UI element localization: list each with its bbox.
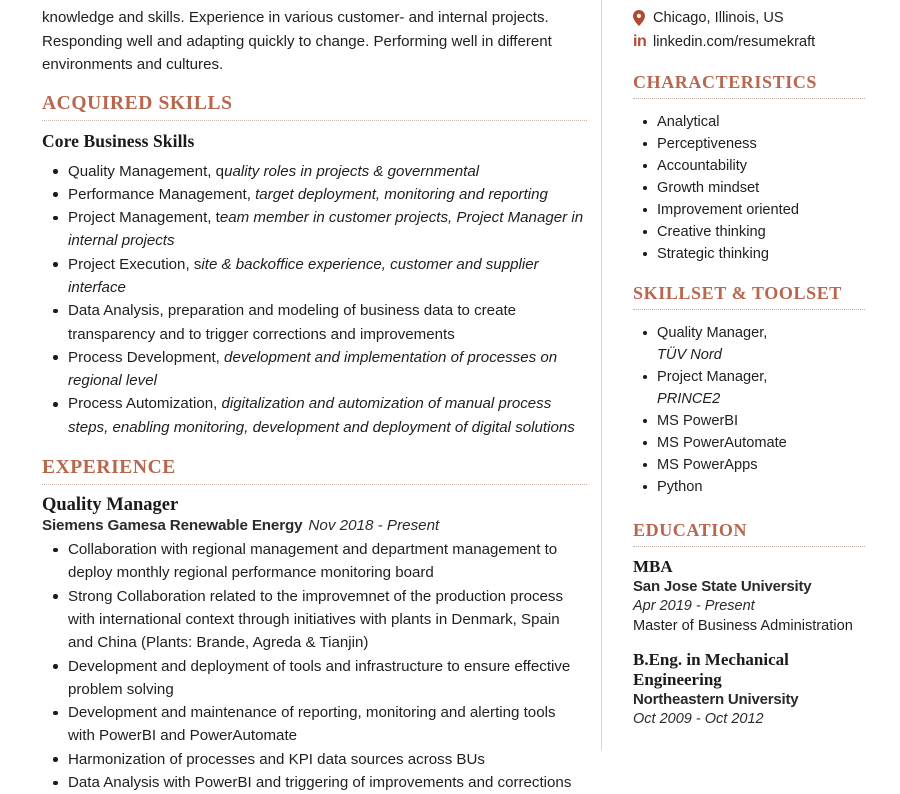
list-item bbox=[42, 299, 585, 346]
contact-text: Chicago, Illinois, US bbox=[653, 9, 784, 26]
list-item bbox=[633, 454, 866, 476]
list-item: Collaboration with regional management and department management to deploy monthly regional performance monitoring board bbox=[42, 538, 585, 585]
section-title-characteristics: CHARACTERISTICS bbox=[633, 72, 818, 92]
list-item-label: Data Analysis, preparation and modeling of business data to create transparency and to trigger corrections and improvements bbox=[68, 302, 517, 343]
subheading-core-business-skills: Core Business Skills bbox=[42, 130, 195, 151]
education-dates: Oct 2009 - Oct 2012 bbox=[633, 711, 764, 727]
experience-list bbox=[42, 495, 585, 794]
job-company: Siemens Gamesa Renewable Energy bbox=[42, 517, 303, 535]
list-item-label: MS PowerAutomate bbox=[657, 435, 787, 451]
education-dates: Apr 2019 - Present bbox=[633, 598, 755, 614]
list-item: Creative thinking bbox=[633, 221, 866, 243]
list-item-emphasis: PRINCE2 bbox=[657, 391, 721, 407]
list-item-emphasis: development and implementation of processes on regional level bbox=[68, 348, 558, 390]
list-item bbox=[633, 432, 866, 454]
list-item-emphasis: target deployment, monitoring and reporting bbox=[255, 185, 548, 203]
education-school: Northeastern University bbox=[633, 691, 799, 708]
education-degree: B.Eng. in Mechanical Engineering bbox=[633, 650, 789, 689]
list-item-label: Quality Management, q bbox=[68, 162, 225, 180]
list-item bbox=[42, 253, 585, 300]
list-item-emphasis: uality roles in projects & governmental bbox=[224, 162, 480, 180]
education-list bbox=[633, 557, 866, 729]
list-item bbox=[42, 183, 585, 206]
list-item bbox=[633, 366, 866, 410]
list-item bbox=[42, 346, 585, 393]
list-item bbox=[633, 410, 866, 432]
characteristics-list bbox=[633, 111, 866, 265]
contact-row bbox=[633, 30, 866, 53]
list-item: Growth mindset bbox=[633, 177, 866, 199]
education-degree: MBA bbox=[633, 557, 673, 576]
list-item-label: Python bbox=[657, 479, 703, 495]
education-school: San Jose State University bbox=[633, 578, 812, 595]
section-title-experience: EXPERIENCE bbox=[42, 457, 176, 479]
list-item-label: MS PowerApps bbox=[657, 457, 758, 473]
right-column bbox=[602, 0, 900, 750]
job-title: Quality Manager bbox=[42, 495, 179, 516]
list-item: Strong Collaboration related to the improvemnet of the production process with international context through initiatives with plants in Denmark, Spain and China (Plants: Brande, Agreda & Tianjin) bbox=[42, 585, 585, 655]
list-item-emphasis: digitalization and automization of manual process steps, enabling monitoring, development and deployment of digital solutions bbox=[68, 395, 575, 436]
education-item bbox=[633, 557, 866, 636]
list-item-label: MS PowerBI bbox=[657, 413, 739, 429]
contact-list bbox=[633, 6, 866, 53]
list-item: Perceptiveness bbox=[633, 133, 866, 155]
list-item bbox=[42, 160, 585, 183]
list-item-label: Performance Management, bbox=[68, 185, 256, 203]
list-item bbox=[633, 476, 866, 498]
list-item-emphasis: eam member in customer projects, Project Manager in internal projects bbox=[68, 209, 584, 250]
section-title-education: EDUCATION bbox=[633, 520, 748, 540]
list-item: Improvement oriented bbox=[633, 199, 866, 221]
list-item: Analytical bbox=[633, 111, 866, 133]
list-item-label: Project Execution, s bbox=[68, 255, 202, 273]
summary-text: knowledge and skills. Experience in various customer- and internal projects. Responding well and adapting quickly to change. Performing well in different environments and cultures. bbox=[42, 9, 552, 73]
list-item bbox=[42, 392, 585, 439]
section-title-skillset-toolset: SKILLSET & TOOLSET bbox=[633, 283, 842, 303]
section-title-acquired-skills: ACQUIRED SKILLS bbox=[42, 92, 233, 114]
list-item bbox=[633, 322, 866, 366]
list-item: Harmonization of processes and KPI data sources across BUs bbox=[42, 748, 585, 771]
acquired-skills-list bbox=[42, 160, 585, 440]
list-item-label: Process Development, bbox=[68, 348, 225, 366]
list-item-emphasis: ite & backoffice experience, customer and supplier interface bbox=[68, 255, 539, 296]
education-item bbox=[633, 650, 866, 729]
list-item: Accountability bbox=[633, 155, 866, 177]
list-item bbox=[42, 206, 585, 253]
contact-text: linkedin.com/resumekraft bbox=[653, 33, 816, 50]
list-item-label: Project Management, t bbox=[68, 209, 220, 227]
list-item: Development and deployment of tools and infrastructure to ensure effective problem solving bbox=[42, 655, 585, 702]
job-bullets bbox=[42, 538, 585, 794]
list-item-emphasis: TÜV Nord bbox=[657, 347, 722, 363]
job-company-line bbox=[42, 516, 585, 536]
list-item: Data Analysis with PowerBI and triggering of improvements and corrections bbox=[42, 771, 585, 794]
contact-row bbox=[633, 6, 866, 29]
experience-item bbox=[42, 495, 585, 794]
skillset-list bbox=[633, 322, 866, 498]
list-item-label: Process Automization, bbox=[68, 395, 222, 413]
linkedin-glyph: in bbox=[633, 32, 647, 50]
list-item-label: Quality Manager, bbox=[657, 325, 768, 341]
list-item: Strategic thinking bbox=[633, 243, 866, 265]
list-item-label: Project Manager, bbox=[657, 369, 768, 385]
education-description: Master of Business Administration bbox=[633, 618, 853, 634]
location-pin-icon bbox=[633, 10, 653, 26]
linkedin-icon bbox=[633, 34, 653, 50]
list-item: Development and maintenance of reporting, monitoring and alerting tools with PowerBI and PowerAutomate bbox=[42, 701, 585, 748]
job-dates: Nov 2018 - Present bbox=[308, 517, 440, 535]
